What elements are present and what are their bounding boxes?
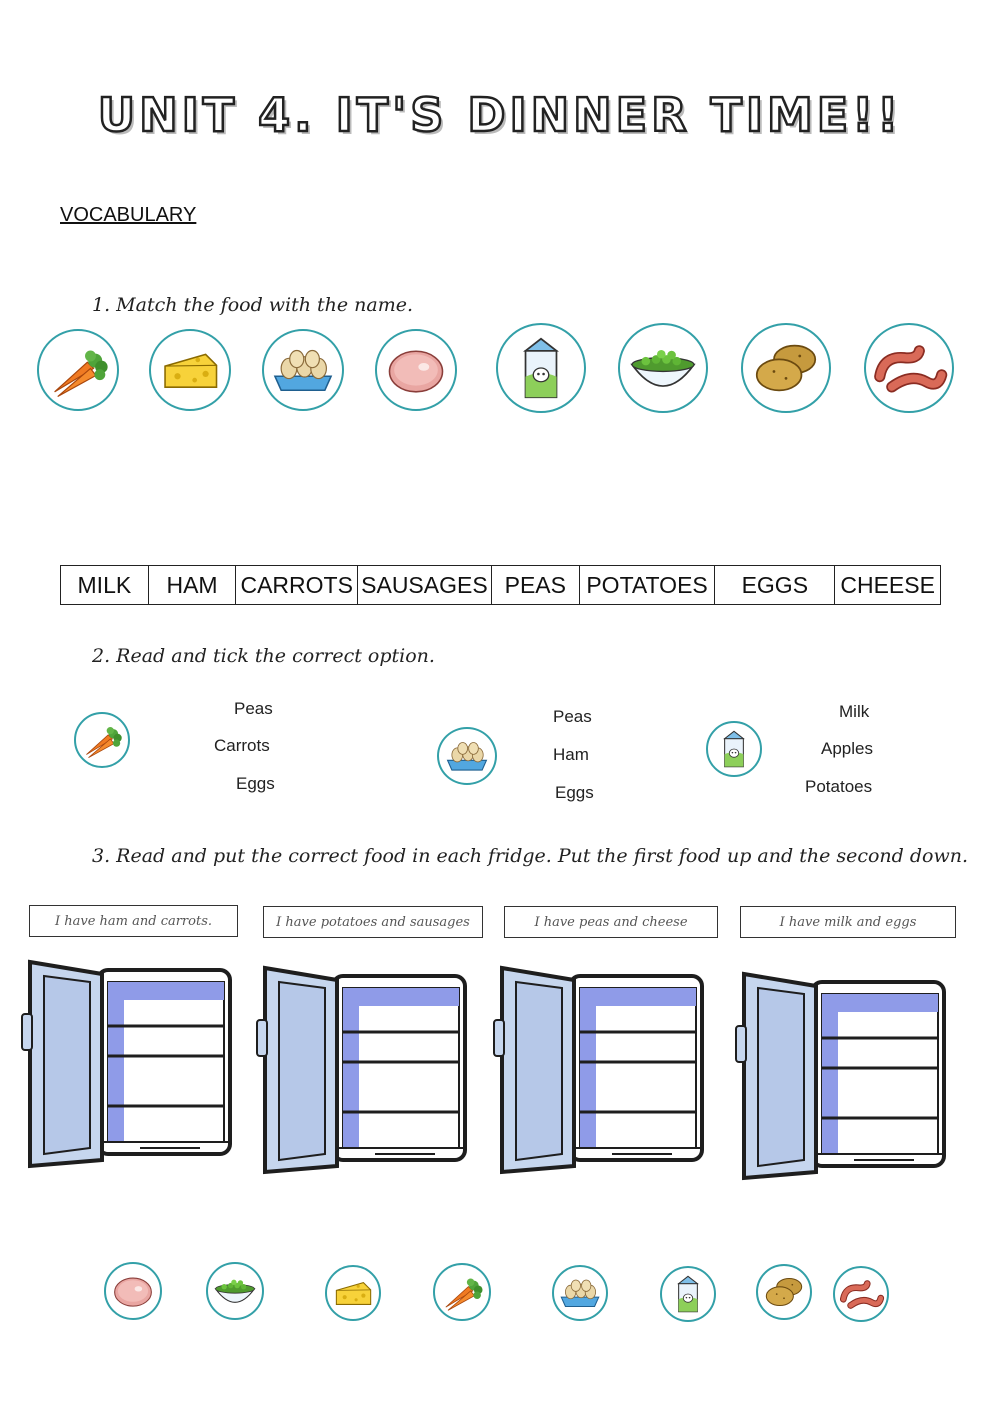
carrot-icon bbox=[76, 714, 128, 766]
word-bank-cell[interactable]: PEAS bbox=[491, 566, 579, 605]
word-bank-table bbox=[60, 565, 941, 605]
fridge-4[interactable] bbox=[732, 968, 952, 1188]
drag-item-carrot[interactable] bbox=[433, 1263, 491, 1321]
ham-icon bbox=[377, 331, 455, 409]
potatoes-icon bbox=[758, 1266, 810, 1318]
drag-item-eggs[interactable] bbox=[552, 1265, 608, 1321]
cheese-icon bbox=[151, 331, 229, 409]
carrot-icon bbox=[435, 1265, 489, 1319]
tick-option[interactable]: Peas bbox=[234, 699, 273, 718]
fridge-sentence: I have potatoes and sausages bbox=[263, 906, 483, 938]
tick-option[interactable]: Peas bbox=[553, 707, 592, 726]
peas-icon bbox=[208, 1264, 262, 1318]
fridge-sentence: I have milk and eggs bbox=[740, 906, 956, 938]
word-bank-cell[interactable]: CARROTS bbox=[236, 566, 358, 605]
match-image-cheese[interactable] bbox=[149, 329, 231, 411]
fridge-sentence: I have ham and carrots. bbox=[29, 905, 238, 937]
exercise3-instruction: 3. Read and put the correct food in each fridge. Put the first food up and the second down. bbox=[92, 845, 969, 867]
drag-item-potatoes[interactable] bbox=[756, 1264, 812, 1320]
milk-icon bbox=[662, 1268, 714, 1320]
ham-icon bbox=[106, 1264, 160, 1318]
exercise2-instruction: 2. Read and tick the correct option. bbox=[92, 645, 435, 667]
cheese-icon bbox=[327, 1267, 379, 1319]
peas-icon bbox=[620, 325, 706, 411]
milk-icon bbox=[498, 325, 584, 411]
drag-item-ham[interactable] bbox=[104, 1262, 162, 1320]
sausages-icon bbox=[866, 325, 952, 411]
match-image-potatoes[interactable] bbox=[741, 323, 831, 413]
match-image-peas[interactable] bbox=[618, 323, 708, 413]
fridge-3[interactable] bbox=[490, 962, 710, 1182]
tick-group-image-milk bbox=[706, 721, 762, 777]
fridge-1[interactable] bbox=[18, 956, 238, 1176]
match-image-sausages[interactable] bbox=[864, 323, 954, 413]
carrot-icon bbox=[39, 331, 117, 409]
tick-option[interactable]: Carrots bbox=[214, 736, 270, 755]
tick-option[interactable]: Eggs bbox=[555, 783, 594, 802]
eggs-icon bbox=[554, 1267, 606, 1319]
drag-item-sausages[interactable] bbox=[833, 1266, 889, 1322]
word-bank-cell[interactable]: CHEESE bbox=[835, 566, 941, 605]
word-bank-cell[interactable]: MILK bbox=[61, 566, 149, 605]
word-bank-cell[interactable]: POTATOES bbox=[579, 566, 715, 605]
match-image-eggs[interactable] bbox=[262, 329, 344, 411]
sausages-icon bbox=[835, 1268, 887, 1320]
drag-item-cheese[interactable] bbox=[325, 1265, 381, 1321]
milk-icon bbox=[708, 723, 760, 775]
eggs-icon bbox=[439, 729, 495, 783]
exercise1-instruction: 1. Match the food with the name. bbox=[92, 294, 414, 316]
tick-option[interactable]: Milk bbox=[839, 702, 870, 721]
eggs-icon bbox=[264, 331, 342, 409]
fridge-2[interactable] bbox=[253, 962, 473, 1182]
tick-group-image-carrot bbox=[74, 712, 130, 768]
tick-group-image-eggs bbox=[437, 727, 497, 785]
drag-item-peas[interactable] bbox=[206, 1262, 264, 1320]
page-title: UNIT 4. IT'S DINNER TIME!! bbox=[97, 88, 903, 142]
word-bank-cell[interactable]: EGGS bbox=[715, 566, 835, 605]
drag-item-milk[interactable] bbox=[660, 1266, 716, 1322]
tick-option[interactable]: Potatoes bbox=[805, 777, 873, 796]
section-label-vocabulary: VOCABULARY bbox=[60, 204, 197, 226]
potatoes-icon bbox=[743, 325, 829, 411]
tick-option[interactable]: Ham bbox=[553, 745, 589, 764]
match-image-ham[interactable] bbox=[375, 329, 457, 411]
word-bank-cell[interactable]: HAM bbox=[148, 566, 236, 605]
fridge-sentence: I have peas and cheese bbox=[504, 906, 718, 938]
match-image-carrot[interactable] bbox=[37, 329, 119, 411]
tick-option[interactable]: Eggs bbox=[236, 774, 275, 793]
match-image-milk[interactable] bbox=[496, 323, 586, 413]
tick-option[interactable]: Apples bbox=[821, 739, 873, 758]
word-bank-cell[interactable]: SAUSAGES bbox=[358, 566, 492, 605]
